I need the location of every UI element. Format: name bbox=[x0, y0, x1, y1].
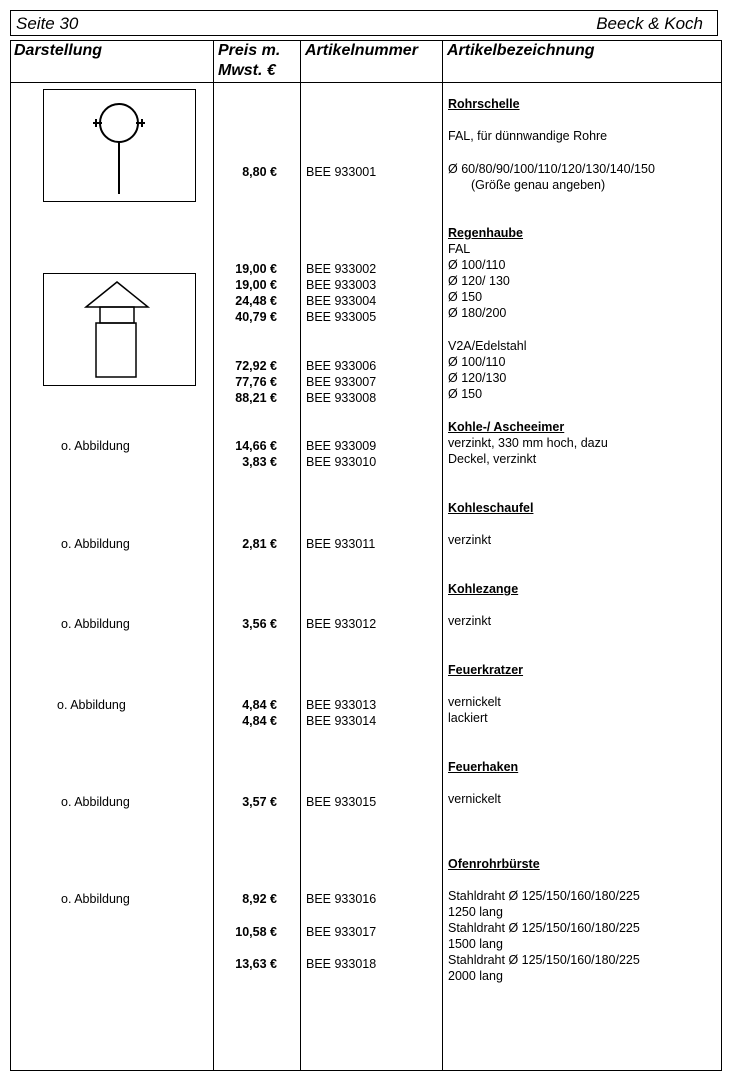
product-title: Regenhaube bbox=[448, 226, 524, 240]
article-number: BEE 933017 bbox=[306, 925, 377, 939]
page-header bbox=[10, 10, 718, 36]
product-desc: Ø 150 bbox=[448, 387, 483, 401]
price: 4,84 € bbox=[242, 698, 277, 712]
product-desc: Stahldraht Ø 125/150/160/180/225 bbox=[448, 953, 640, 967]
price: 3,83 € bbox=[242, 455, 277, 469]
product-desc: Ø 120/ 130 bbox=[448, 274, 510, 288]
product-desc: verzinkt bbox=[448, 533, 492, 547]
no-image-label: o. Abbildung bbox=[61, 617, 130, 631]
price: 2,81 € bbox=[242, 537, 277, 551]
page-number: Seite 30 bbox=[16, 14, 79, 33]
product-title: Kohle-/ Ascheeimer bbox=[448, 420, 565, 434]
product-desc: 1500 lang bbox=[448, 937, 503, 951]
product-title: Ofenrohrbürste bbox=[448, 857, 540, 871]
article-number: BEE 933002 bbox=[306, 262, 377, 276]
article-number: BEE 933007 bbox=[306, 375, 377, 389]
rain-cap-icon bbox=[44, 274, 195, 385]
product-desc: Ø 120/130 bbox=[448, 371, 507, 385]
price: 19,00 € bbox=[235, 262, 277, 276]
article-number: BEE 933012 bbox=[306, 617, 377, 631]
price: 88,21 € bbox=[235, 391, 277, 405]
product-title: Feuerhaken bbox=[448, 760, 519, 774]
product-desc: Stahldraht Ø 125/150/160/180/225 bbox=[448, 889, 640, 903]
col-header-artikelnummer: Artikelnummer bbox=[305, 42, 418, 59]
price: 8,80 € bbox=[242, 165, 277, 179]
article-number: BEE 933004 bbox=[306, 294, 377, 308]
price: 8,92 € bbox=[242, 892, 277, 906]
article-number: BEE 933011 bbox=[306, 537, 376, 551]
article-number: BEE 933018 bbox=[306, 957, 377, 971]
no-image-label: o. Abbildung bbox=[61, 439, 130, 453]
col-header-preis-1: Preis m. bbox=[218, 42, 281, 59]
no-image-label: o. Abbildung bbox=[61, 537, 130, 551]
product-desc: FAL bbox=[448, 242, 471, 256]
product-desc: Deckel, verzinkt bbox=[448, 452, 537, 466]
col-header-darstellung: Darstellung bbox=[14, 42, 103, 59]
price: 14,66 € bbox=[235, 439, 277, 453]
col-header-artikelbezeichnung: Artikelbezeichnung bbox=[447, 42, 595, 59]
price: 3,57 € bbox=[242, 795, 277, 809]
product-desc: vernickelt bbox=[448, 695, 501, 709]
product-desc: Ø 60/80/90/100/110/120/130/140/150 bbox=[448, 162, 655, 176]
pipe-clamp-image bbox=[43, 89, 196, 202]
product-desc: V2A/Edelstahl bbox=[448, 339, 527, 353]
product-desc: 2000 lang bbox=[448, 969, 503, 983]
product-desc: verzinkt bbox=[448, 614, 492, 628]
grid-line bbox=[442, 40, 443, 1071]
product-desc: 1250 lang bbox=[448, 905, 503, 919]
no-image-label: o. Abbildung bbox=[61, 892, 130, 906]
grid-line bbox=[10, 82, 722, 83]
product-title: Kohleschaufel bbox=[448, 501, 534, 515]
product-title: Rohrschelle bbox=[448, 97, 520, 111]
company-name: Beeck & Koch bbox=[596, 14, 703, 33]
grid-line bbox=[213, 40, 214, 1071]
rain-cap-image bbox=[43, 273, 196, 386]
product-desc: lackiert bbox=[448, 711, 488, 725]
article-number: BEE 933001 bbox=[306, 165, 377, 179]
product-desc: FAL, für dünnwandige Rohre bbox=[448, 129, 608, 143]
article-number: BEE 933010 bbox=[306, 455, 377, 469]
price: 10,58 € bbox=[235, 925, 277, 939]
grid-line bbox=[10, 40, 722, 41]
no-image-label: o. Abbildung bbox=[61, 795, 130, 809]
grid-line bbox=[10, 40, 11, 1071]
product-desc: (Größe genau angeben) bbox=[471, 178, 606, 192]
product-desc: Ø 180/200 bbox=[448, 306, 507, 320]
price: 13,63 € bbox=[235, 957, 277, 971]
grid-line bbox=[10, 1070, 722, 1071]
article-number: BEE 933015 bbox=[306, 795, 377, 809]
product-desc: verzinkt, 330 mm hoch, dazu bbox=[448, 436, 608, 450]
product-title: Feuerkratzer bbox=[448, 663, 524, 677]
price: 24,48 € bbox=[235, 294, 277, 308]
price: 77,76 € bbox=[235, 375, 277, 389]
price: 72,92 € bbox=[235, 359, 277, 373]
price: 40,79 € bbox=[235, 310, 277, 324]
article-number: BEE 933005 bbox=[306, 310, 377, 324]
product-title: Kohlezange bbox=[448, 582, 519, 596]
pipe-clamp-icon bbox=[44, 90, 195, 201]
article-number: BEE 933003 bbox=[306, 278, 377, 292]
no-image-label: o. Abbildung bbox=[57, 698, 126, 712]
article-number: BEE 933013 bbox=[306, 698, 377, 712]
price: 19,00 € bbox=[235, 278, 277, 292]
col-header-preis-2: Mwst. € bbox=[218, 62, 276, 79]
article-number: BEE 933006 bbox=[306, 359, 377, 373]
price: 4,84 € bbox=[242, 714, 277, 728]
product-desc: Ø 100/110 bbox=[448, 355, 506, 369]
product-desc: vernickelt bbox=[448, 792, 501, 806]
price: 3,56 € bbox=[242, 617, 277, 631]
product-desc: Ø 150 bbox=[448, 290, 483, 304]
article-number: BEE 933008 bbox=[306, 391, 377, 405]
grid-line bbox=[300, 40, 301, 1071]
article-number: BEE 933014 bbox=[306, 714, 377, 728]
article-number: BEE 933016 bbox=[306, 892, 377, 906]
product-desc: Stahldraht Ø 125/150/160/180/225 bbox=[448, 921, 640, 935]
article-number: BEE 933009 bbox=[306, 439, 377, 453]
product-desc: Ø 100/110 bbox=[448, 258, 506, 272]
grid-line bbox=[721, 40, 722, 1071]
